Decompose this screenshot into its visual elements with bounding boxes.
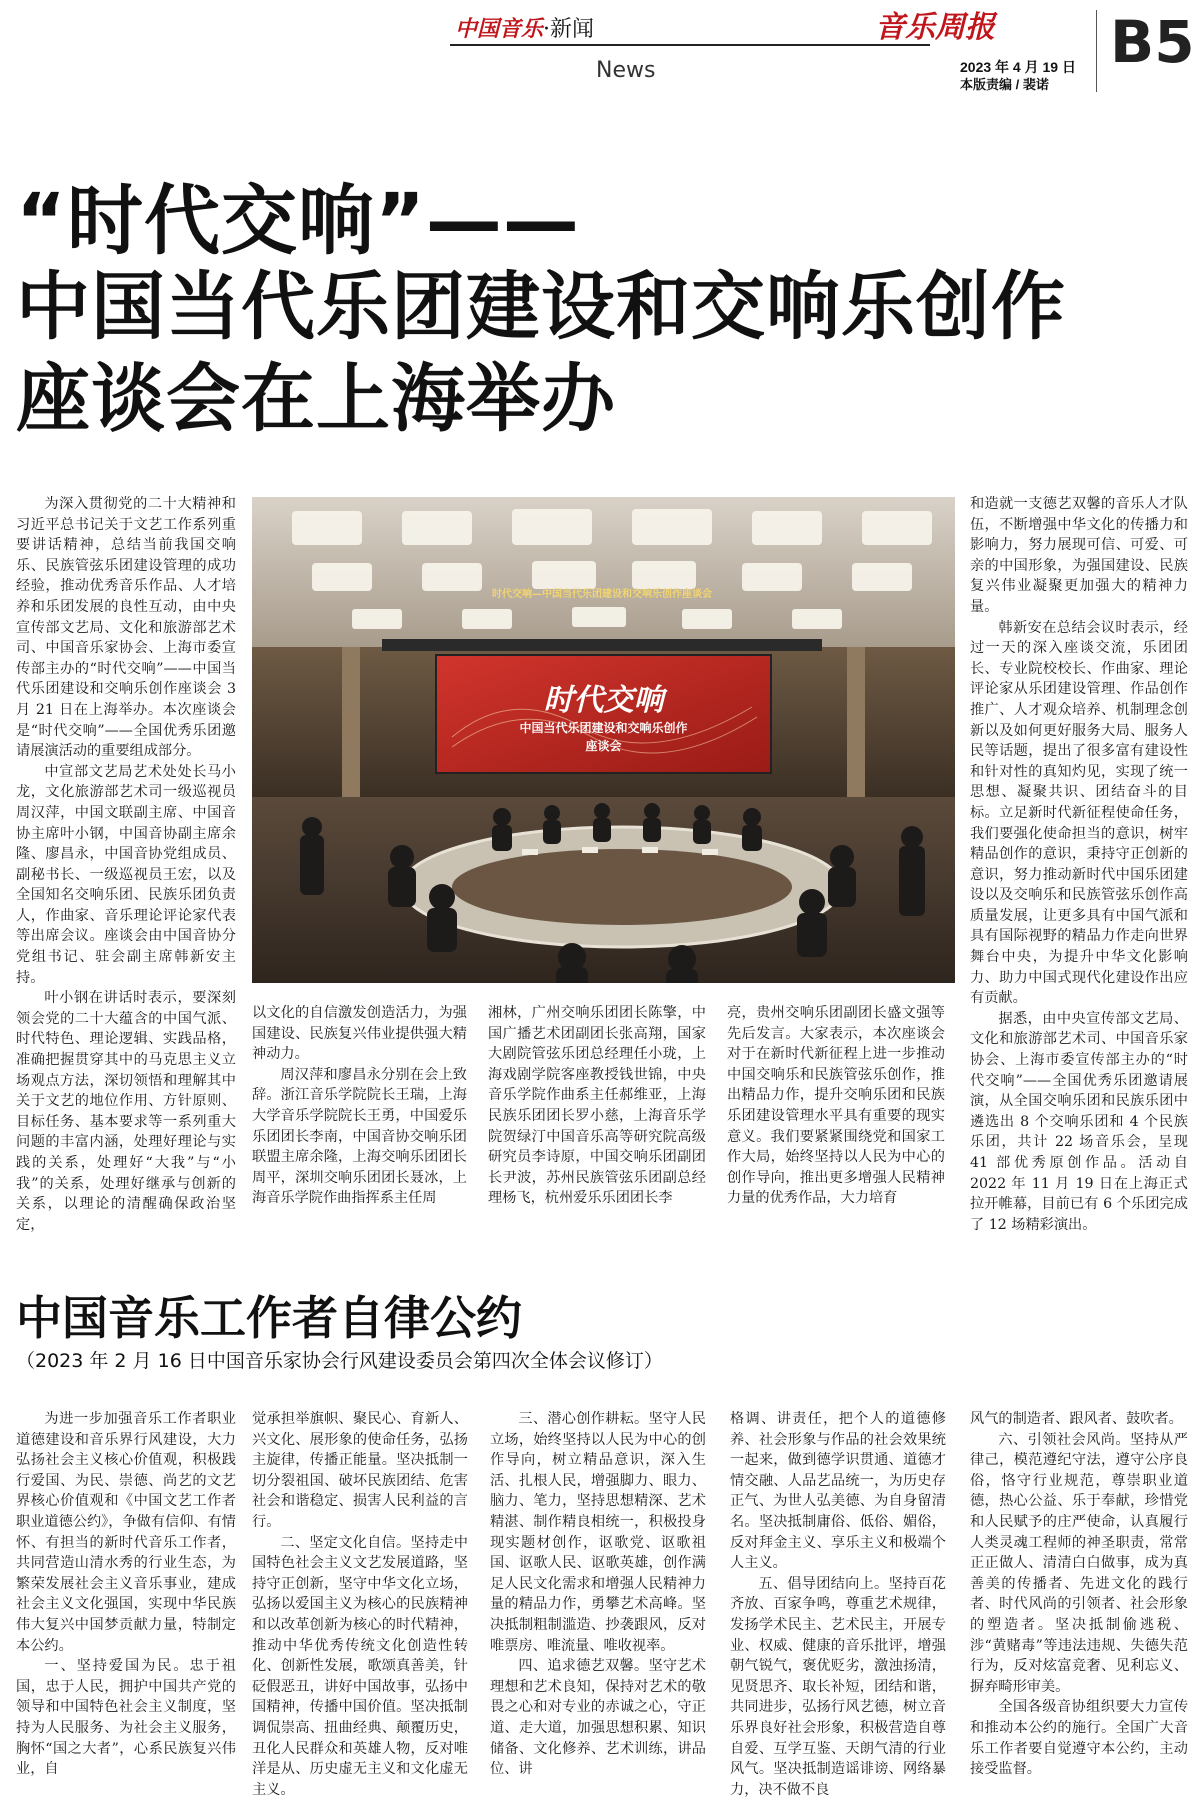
paragraph: 全国各级音协组织要大力宣传和推动本公约的施行。全国广大音乐工作者要自觉遵守本公约，主动接受监督。	[970, 1699, 1188, 1778]
article1-column-1	[16, 494, 236, 1235]
article2-column-1	[16, 1409, 236, 1780]
article2-column-2	[252, 1409, 468, 1800]
article1-column-2	[252, 1003, 467, 1209]
headline-line-3: 座谈会在上海举办	[16, 356, 616, 442]
paragraph: 为进一步加强音乐工作者职业道德建设和音乐界行风建设，大力弘扬社会主义核心价值观，积极践行爱国、为民、崇德、尚艺的文艺界核心价值观和《中国文艺工作者职业道德公约》，争做有信仰、有情怀、有担当的新时代音乐工作者，共同营造山清水秀的行业生态，为繁荣发展社会主义音乐事业，建成社会主义文化强国，实现中华民族伟大复兴中国梦贡献力量，特制定本公约。	[16, 1411, 236, 1654]
paragraph: 叶小钢在讲话时表示，要深刻领会党的二十大蕴含的中国气派、时代特色、理论逻辑、实践品格，准确把握贯穿其中的马克思主义立场观点方法，深切领悟和理解其中关于文艺的地位作用、方针原则、目标任务、基本要求等一系列重大问题的丰富内涵，处理好理论与实践的关系，处理好“大我”与“小我”的关系，处理好继承与创新的关系，以理论的清醒确保政治坚定，	[16, 990, 236, 1233]
page-number: B5	[1110, 8, 1195, 76]
paragraph: 三、潜心创作耕耘。坚守人民立场，始终坚持以人民为中心的创作导向，树立精品意识，深入生活、扎根人民，增强脚力、眼力、脑力、笔力，坚持思想精深、艺术精湛、制作精良相统一，积极投身现实题材创作，讴歌党、讴歌祖国、讴歌人民、讴歌英雄，创作满足人民文化需求和增强人民精神力量的精品力作，勇攀艺术高峰。坚决抵制粗制滥造、抄袭跟风，反对唯票房、唯流量、唯收视率。	[490, 1411, 706, 1654]
paragraph: 中宣部文艺局艺术处处长马小龙，文化旅游部艺术司一级巡视员周汉萍，中国文联副主席、中国音协主席叶小钢，中国音协副主席余隆、廖昌永，中国音协党组成员、副秘书长、一级巡视员王宏，以及全国知名交响乐团、民族乐团负责人，作曲家、音乐理论评论家代表等出席会议。座谈会由中国音协分党组书记、驻会副主席韩新安主持。	[16, 763, 236, 986]
issue-date: 2023 年 4 月 19 日	[960, 59, 1076, 75]
paragraph: 和造就一支德艺双馨的音乐人才队伍，不断增强中华文化的传播力和影响力，努力展现可信、可爱、可亲的中国形象，为强国建设、民族复兴伟业凝聚更加强大的精神力量。	[970, 496, 1188, 615]
masthead-section-en: News	[596, 58, 656, 83]
meeting-photo	[252, 497, 955, 983]
paragraph: 觉承担举旗帜、聚民心、育新人、兴文化、展形象的使命任务，弘扬主旋律，传播正能量。坚决抵制一切分裂祖国、破坏民族团结、危害社会和谐稳定、损害人民利益的言行。	[252, 1411, 468, 1530]
paragraph: 一、坚持爱国为民。忠于祖国，忠于人民，拥护中国共产党的领导和中国特色社会主义制度，坚持为人民服务、为社会主义服务，胸怀“国之大者”，心系民族复兴伟业，自	[16, 1658, 236, 1778]
paragraph: 五、倡导团结向上。坚持百花齐放、百家争鸣，尊重艺术规律，发扬学术民主、艺术民主，开展专业、权威、健康的音乐批评，增强朝气锐气，褒优贬劣，激浊扬清，见贤思齐、取长补短，团结和谐，共同进步，弘扬行风艺德，树立音乐界良好社会形象，积极营造自尊自爱、互学互鉴、天朗气清的行业风气。坚决抵制造谣诽谤、网络暴力，决不做不良	[730, 1575, 946, 1798]
paragraph: 据悉，由中央宣传部文艺局、文化和旅游部艺术司、中国音乐家协会、上海市委宣传部主办的“时代交响”——全国优秀乐团邀请展演，从全国交响乐团和民族乐团中遴选出 8 个交响乐团和 4 个民族乐团，共计 22 场音乐会，呈现 41 部优秀原创作品。活动自 2022 年 11 月 19 日在上海正式拉开帷幕，目前已有 6 个乐团完成了 12 场精彩演出。	[970, 1010, 1188, 1233]
paper-name-logo: 音乐周报	[875, 10, 995, 45]
photo-screen-title: 时代交响	[543, 683, 664, 718]
masthead-section	[455, 12, 594, 43]
photo-banner: 时代交响—中国当代乐团建设和交响乐创作座谈会	[492, 589, 712, 600]
masthead-brand-logo: 中国音乐	[455, 16, 544, 42]
paragraph: 周汉萍和廖昌永分别在会上致辞。浙江音乐学院院长王瑞，上海大学音乐学院院长王勇，中国爱乐乐团团长李南，中国音协交响乐团联盟主席余隆，上海交响乐团团长周平，深圳交响乐团团长聂冰，上海音乐学院作曲指挥系主任周	[252, 1066, 467, 1207]
article2-headline: 中国音乐工作者自律公约	[16, 1291, 522, 1345]
article2-column-5	[970, 1409, 1188, 1780]
headline-line-1: “时代交响”——	[16, 176, 580, 265]
paragraph: 亮，贵州交响乐团副团长盛文强等先后发言。大家表示，本次座谈会对于在新时代新征程上进一步推动中国交响乐和民族管弦乐创作，推出精品力作，提升交响乐团和民族乐团建设管理水平具有重要的现实意义。我们要紧紧围绕党和国家工作大局，始终坚持以人民为中心的创作导向，推出更多增强人民精神力量的优秀作品，大力培育	[727, 1005, 945, 1207]
article1-column-5	[970, 494, 1188, 1235]
page-editor: 本版责编 / 裴诺	[960, 77, 1049, 92]
article2-column-3	[490, 1409, 706, 1780]
paragraph: 以文化的自信激发创造活力，为强国建设、民族复兴伟业提供强大精神动力。	[252, 1005, 467, 1063]
paragraph: 为深入贯彻党的二十大精神和习近平总书记关于文艺工作系列重要讲话精神，总结当前我国交响乐、民族管弦乐团建设管理的成功经验，推动优秀音乐作品、人才培养和乐团发展的良性互动，由中央宣传部文艺局、文化和旅游部艺术司、中国音乐家协会、上海市委宣传部主办的“时代交响”——中国当代乐团建设和交响乐创作座谈会 3 月 21 日在上海举办。本次座谈会是“时代交响”——全国优秀乐团邀请展演活动的重要组成部分。	[16, 496, 236, 760]
paragraph: 湘林，广州交响乐团团长陈擎，中国广播艺术团副团长张高翔，国家大剧院管弦乐团总经理任小珑，上海戏剧学院客座教授钱世锦，中央音乐学院作曲系主任郝维亚，上海民族乐团团长罗小慈，上海音乐学院贺绿汀中国音乐高等研究院高级研究员李诗原，中国交响乐团副团长尹波，苏州民族管弦乐团副总经理杨飞，杭州爱乐乐团团长李	[488, 1005, 706, 1207]
page-number-divider	[1096, 10, 1097, 92]
paragraph: 韩新安在总结会议时表示，经过一天的深入座谈交流，乐团团长、专业院校校长、作曲家、理论评论家从乐团建设管理、作品创作推广、人才观众培养、机制理念创新以及如何更好服务大局、服务人民等话题，提出了很多富有建设性和针对性的真知灼见，实现了统一思想、凝聚共识、团结奋斗的目标。立足新时代新征程使命任务，我们要强化使命担当的意识，树牢精品创作的意识，秉持守正创新的意识，努力推动新时代中国乐团建设以及交响乐和民族管弦乐创作高质量发展，让更多具有中国气派和具有国际视野的精品力作走向世界舞台中央，为提升中华文化影响力、助力中国式现代化建设作出应有贡献。	[970, 619, 1188, 1007]
photo-screen-sub1: 中国当代乐团建设和交响乐创作	[519, 721, 688, 735]
article2-column-4	[730, 1409, 946, 1800]
photo-screen-sub2: 座谈会	[585, 739, 622, 753]
paragraph: 格调、讲责任，把个人的道德修养、社会形象与作品的社会效果统一起来，做到德学识贯通、道德才情交融、人品艺品统一，为历史存正气、为世人弘美德、为自身留清名。坚决抵制庸俗、低俗、媚俗，反对拜金主义、享乐主义和极端个人主义。	[730, 1411, 946, 1572]
paragraph: 风气的制造者、跟风者、鼓吹者。	[970, 1411, 1183, 1427]
masthead-rule	[450, 44, 930, 46]
paragraph: 四、追求德艺双馨。坚守艺术理想和艺术良知，保持对艺术的敬畏之心和对专业的赤诚之心，守正道、走大道，加强思想积累、知识储备、文化修养、艺术训练，讲品位、讲	[490, 1658, 706, 1778]
headline-line-2: 中国当代乐团建设和交响乐创作	[16, 264, 1066, 350]
article1-column-3	[488, 1003, 706, 1209]
paragraph: 二、坚定文化自信。坚持走中国特色社会主义文艺发展道路，坚持守正创新，坚守中华文化立场，弘扬以爱国主义为核心的民族精神和以改革创新为核心的时代精神，推动中华优秀传统文化创造性转化、创新性发展，歌颂真善美，针砭假恶丑，讲好中国故事，弘扬中国精神，传播中国价值。坚决抵制调侃崇高、扭曲经典、颠覆历史，丑化人民群众和英雄人物，反对唯洋是从、历史虚无主义和文化虚无主义。	[252, 1534, 468, 1798]
paragraph: 六、引领社会风尚。坚持从严律己，模范遵纪守法，遵守公序良俗，恪守行业规范，尊崇职业道德，热心公益、乐于奉献，珍惜党和人民赋予的庄严使命，认真履行人类灵魂工程师的神圣职责，常常正正做人、清清白白做事，成为真善美的传播者、先进文化的践行者、时代风尚的引领者、社会形象的塑造者。坚决抵制偷逃税、涉“黄赌毒”等违法违规、失德失范行为，反对炫富竞奢、见利忘义、摒弃畸形审美。	[970, 1431, 1188, 1695]
article1-column-4	[727, 1003, 945, 1209]
masthead-section-label: ·新闻	[543, 17, 595, 42]
article2-subtitle: （2023 年 2 月 16 日中国音乐家协会行风建设委员会第四次全体会议修订）	[16, 1350, 663, 1372]
